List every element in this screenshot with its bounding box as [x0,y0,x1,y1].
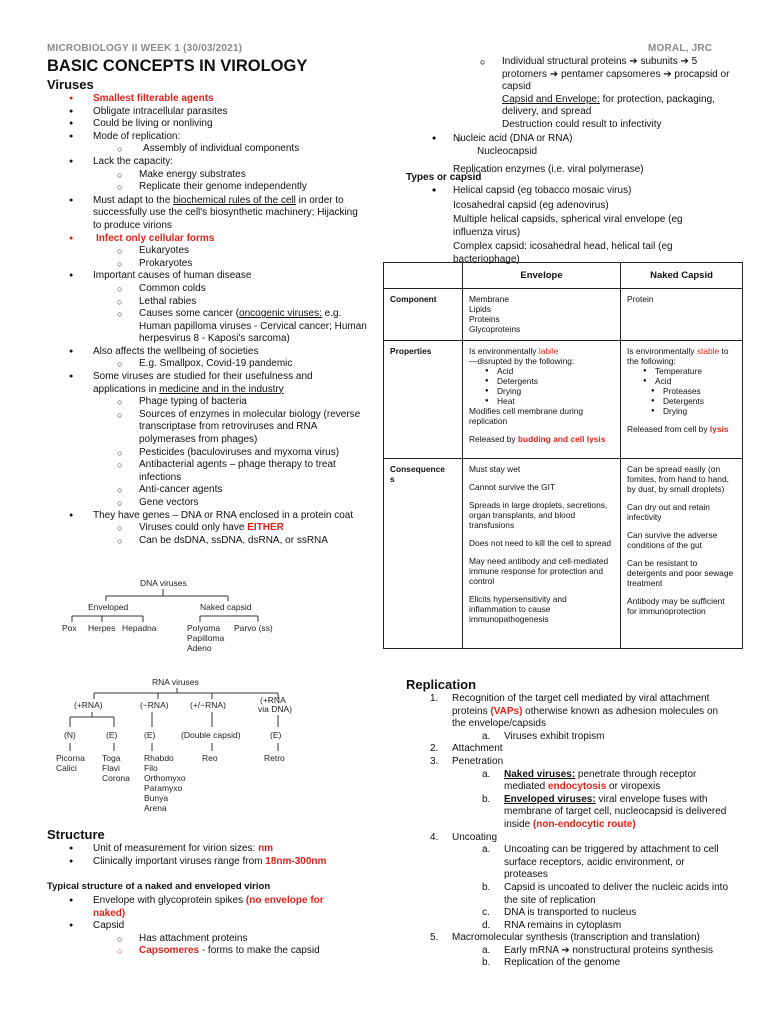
rna-retro-e: (E) [270,730,282,740]
list-item: ○ Antibacterial agents – phage therapy to treat infections [47,459,367,484]
properties-envelope: Is environmentally labile —disrupted by the following: ● Acid ● Detergents ● Drying ● Heat Modifies cell membrane during replication Released by budding and cell lysis [463,341,621,459]
list-item: b. Replication of the genome [482,957,621,969]
list-item: 4. Uncoating [430,831,498,843]
rna-title: RNA viruses [152,677,199,687]
consequences-envelope: Must stay wet Cannot survive the GIT Spreads in large droplets, secretions, organ transplants, and blood transfusions Does not need to kill the cell to spread May need antibody and cell-mediated immune response for protection and control Elicits hypersensitivity and inflammation to cause immunopathogenesis [463,459,621,649]
rna-group-minus: (−RNA) [140,700,169,710]
component-naked: Protein [621,289,743,341]
list-item: ● Lack the capacity: [47,156,367,169]
dna-naked-papilloma: Papilloma [187,633,225,643]
list-item: ○ Individual structural proteins ➔ subunits ➔ 5 protomers ➔ pentamer capsomeres ➔ procapsid or capsid [452,56,732,94]
list-item: ● Envelope with glycoprotein spikes (no envelope for naked) [47,895,347,920]
list-item: 3. Penetration [430,755,504,767]
rna-calici: Calici [56,763,77,773]
list-item: a. Uncoating can be triggered by attachment to cell surface receptors, acidic environment, or proteases [482,844,719,881]
list-item: ○ Capsomeres - forms to make the capsid [47,945,347,958]
rna-plus-n: (N) [64,730,76,740]
list-item: ● Complex capsid: icosahedral head, helical tail (eg bacteriophage) [408,241,708,266]
dna-naked-parvo: Parvo (ss) [234,623,273,633]
list-item: ● Obligate intracellular parasites [47,106,367,119]
right-top-list [452,56,732,132]
dna-enveloped-label: Enveloped [88,602,129,612]
replication-heading: Replication [406,677,477,692]
list-item: ○ Eukaryotes [47,245,367,258]
list-item: ● Icosahedral capsid (eg adenovirus) [408,200,708,213]
list-item: ○ Destruction could result to infectivity [452,119,732,132]
page-title: BASIC CONCEPTS IN VIROLOGY [47,57,308,75]
rna-filo: Filo [144,763,158,773]
table-header-envelope: Envelope [463,263,621,289]
list-item: ● Important causes of human disease [47,270,367,283]
rna-group-double: (+/−RNA) [190,700,226,710]
list-item: b. Capsid is uncoated to deliver the nucleic acids into the site of replication [482,881,729,906]
list-item: ● Some viruses are studied for their usefulness and applications in medicine and in the industry [47,371,367,396]
rna-corona: Corona [102,773,130,783]
list-item: ● They have genes – DNA or RNA enclosed in a protein coat [47,510,367,523]
row-label-properties: Properties [384,341,463,459]
row-label-component: Component [384,289,463,341]
rna-picorna: Picorna [56,753,85,763]
rna-orthomyxo: Orthomyxo [144,773,186,783]
dna-naked-adeno: Adeno [187,643,212,653]
comparison-table [383,262,743,649]
list-item: ○ Replicate their genome independently [47,181,367,194]
list-item: 1. Recognition of the target cell mediated by viral attachment proteins (VAPs) otherwise known as adhesion molecules on the envelope/capsids [430,693,719,730]
viruses-list [47,93,367,547]
list-item: ● Also affects the wellbeing of societies [47,346,367,359]
dna-naked-label: Naked capsid [200,602,252,612]
dna-env-hepadna: Hepadna [122,623,157,633]
rna-group-plus: (+RNA) [74,700,103,710]
list-item: ● Capsid [47,920,347,933]
rna-group-retro: (+RNA [260,695,286,705]
rna-double-sub: (Double capsid) [181,730,241,740]
list-item: ○ Causes some cancer (oncogenic viruses: e.g. Human papilloma viruses - Cervical cancer; Human herpesvirus 8 - Kaposi's sarcoma) [47,308,367,346]
structure-list [47,843,367,868]
list-item: ○ Common colds [47,283,367,296]
viruses-heading: Viruses [47,77,94,92]
dna-env-pox: Pox [62,623,77,633]
list-item: ○ Make energy substrates [47,169,367,182]
list-item: ○ Capsid and Envelope: for protection, packaging, delivery, and spread [452,94,732,119]
rna-retro: Retro [264,753,285,763]
rna-virus-diagram [52,675,312,813]
dna-title: DNA viruses [140,578,187,588]
list-item: ○ Lethal rabies [47,296,367,309]
list-item: 5. Macromolecular synthesis (transcription and translation) [430,932,700,944]
header-author: MORAL, JRC [648,43,713,54]
list-item: ● Nucleic acid (DNA or RNA) [408,133,728,146]
rna-paramyxo: Paramyxo [144,783,183,793]
dna-naked-polyoma: Polyoma [187,623,221,633]
list-item: c. DNA is transported to nucleus [482,907,637,919]
rna-flavi: Flavi [102,763,120,773]
list-item: ○ Gene vectors [47,497,367,510]
list-item: ● Smallest filterable agents [47,93,367,106]
list-item: ○ Prokaryotes [47,258,367,271]
list-item: b. Enveloped viruses: viral envelope fuses with membrane of target cell, nucleocapsid is delivered inside (non-endocytic route) [482,793,727,830]
list-item: ● Mode of replication: [47,131,367,144]
rna-reo: Reo [202,753,218,763]
structure-heading: Structure [47,827,105,842]
types-heading: Types or capsid [406,172,482,183]
structure-subheading: Typical structure of a naked and enveloped virion [47,881,271,892]
list-item: ○ Nucleocapsid [408,146,728,159]
header-course: MICROBIOLOGY II WEEK 1 (30/03/2021) [47,43,243,54]
list-item: a. Naked viruses: penetrate through receptor mediated endocytosis or viropexis [482,768,697,793]
table-row [384,289,743,341]
row-label-consequences: Consequence s [384,459,463,649]
list-item: ● Replication enzymes (i.e. viral polymerase) [408,164,728,177]
list-item: ○ Can be dsDNA, ssDNA, dsRNA, or ssRNA [47,535,367,548]
list-item: a. Early mRNA ➔ nonstructural proteins synthesis [482,944,714,956]
table-header-naked: Naked Capsid [621,263,743,289]
component-envelope: Membrane Lipids Proteins Glycoproteins [463,289,621,341]
rna-minus-e: (E) [144,730,156,740]
rna-arena: Arena [144,803,167,813]
list-item: ○ Phage typing of bacteria [47,396,367,409]
list-item: ● Clinically important viruses range from 18nm-300nm [47,856,367,869]
list-item: ○ Has attachment proteins [47,933,347,946]
list-item: 2. Attachment [430,743,503,755]
table-row [384,341,743,459]
list-item: ● Must adapt to the biochemical rules of the cell in order to successfully use the cell's biosynthetic machinery; Hijacking to produce virions [47,195,367,233]
list-item: d. RNA remains in cytoplasm [482,919,622,931]
right-top-list-2 [408,133,728,177]
list-item: ○ Pesticides (baculoviruses and myxoma virus) [47,447,367,460]
structure-list-2 [47,895,347,958]
dna-env-herpes: Herpes [88,623,116,633]
list-item: ○ Sources of enzymes in molecular biology (reverse transcriptase from retroviruses and RNA polymerases from phages) [47,409,367,447]
list-item: ● Infect only cellular forms [47,233,367,246]
rna-toga: Toga [102,753,121,763]
list-item: ○ Anti-cancer agents [47,484,367,497]
rna-plus-e: (E) [106,730,118,740]
properties-naked: Is environmentally stable to the following: ● Temperature ● Acid ● Proteases ● Detergents ● Drying Released from cell by lysis [621,341,743,459]
rna-group-retro-2: via DNA) [258,704,293,714]
list-item: ○ Assembly of individual components [47,143,367,156]
list-item: ○ E.g. Smallpox, Covid-19 pandemic [47,358,367,371]
list-item: ● Multiple helical capsids, spherical viral envelope (eg influenza virus) [408,214,708,239]
types-list [408,185,708,267]
rna-bunya: Bunya [144,793,169,803]
table-row [384,459,743,649]
replication-list [406,693,731,970]
table-header-empty [384,263,463,289]
list-item: ● Helical capsid (eg tobacco mosaic virus) [408,185,708,198]
dna-virus-diagram [58,576,318,656]
list-item: ● Could be living or nonliving [47,118,367,131]
list-item: ○ Viruses could only have EITHER [47,522,367,535]
list-item: a. Viruses exhibit tropism [482,730,605,742]
list-item: ● Unit of measurement for virion sizes: nm [47,843,367,856]
rna-rhabdo: Rhabdo [144,753,174,763]
consequences-naked: Can be spread easily (on fomites, from hand to hand, by dust, by small droplets) Can dry out and retain infectivity Can survive the adverse conditions of the gut Can be resistant to detergents and poor sewage treatment Antibody may be sufficient for immunoprotection [621,459,743,649]
